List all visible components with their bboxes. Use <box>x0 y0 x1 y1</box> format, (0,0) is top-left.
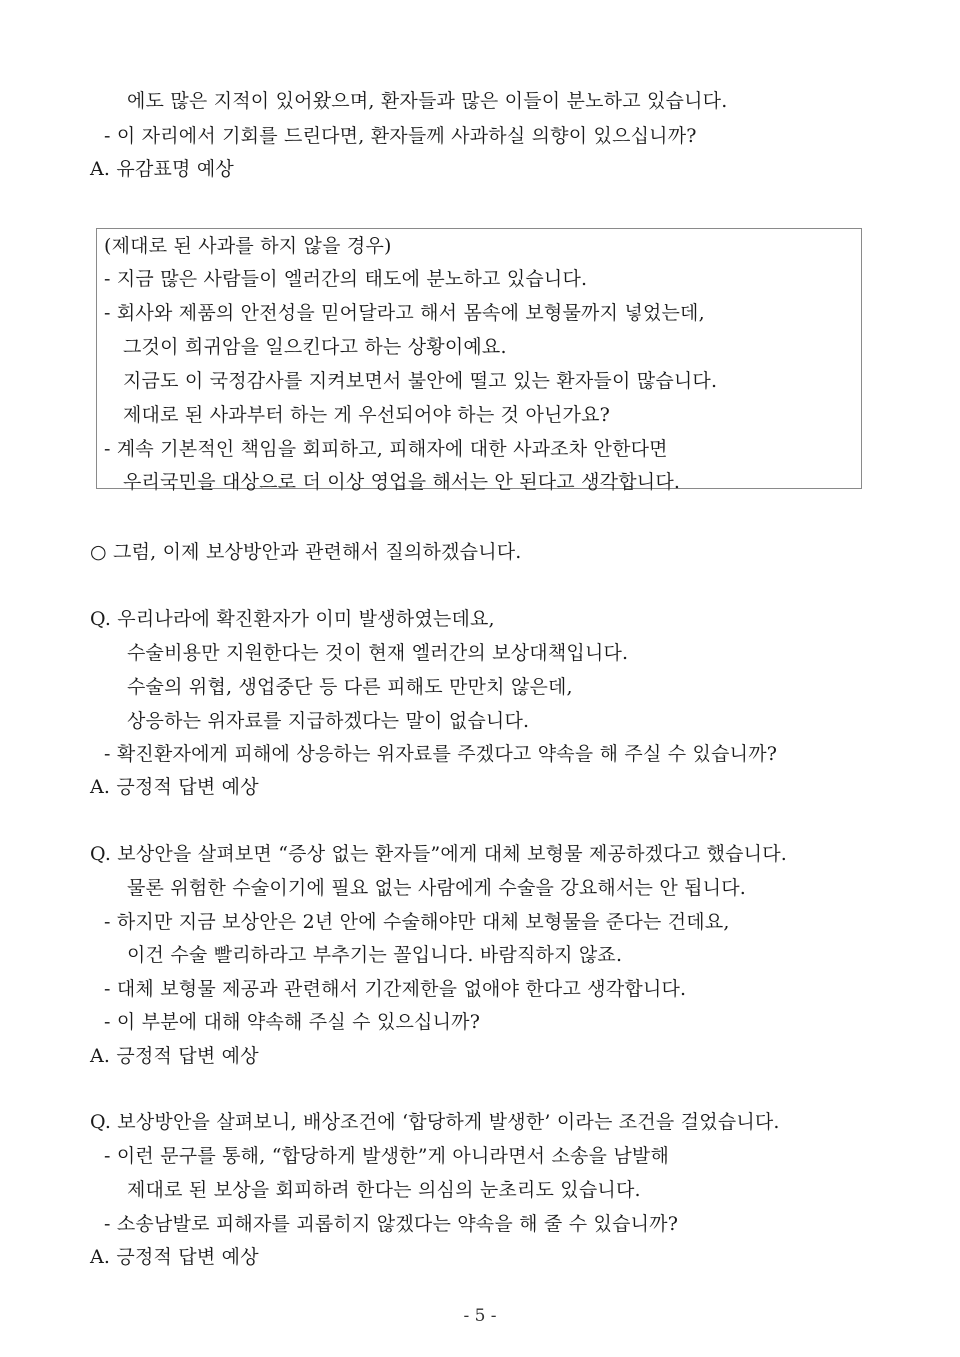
q2-line: 물론 위험한 수술이기에 필요 없는 사람에게 수술을 강요해서는 안 됩니다. <box>127 877 747 899</box>
box-line: - 회사와 제품의 안전성을 믿어달라고 해서 몸속에 보형물까지 넣었는데, <box>104 302 705 324</box>
q3-line: - 이런 문구를 통해, “합당하게 발생한”게 아니라면서 소송을 남발해 <box>104 1145 670 1167</box>
page-number: - 5 - <box>463 1306 497 1326</box>
q1-line: 수술비용만 지원한다는 것이 현재 엘러간의 보상대책입니다. <box>127 642 629 664</box>
q1-line: 수술의 위협, 생업중단 등 다른 피해도 만만치 않은데, <box>127 676 573 698</box>
q2-line: - 하지만 지금 보상안은 2년 안에 수술해야만 대체 보형물을 준다는 건데요, <box>104 911 730 933</box>
section-transition: ○ 그럼, 이제 보상방안과 관련해서 질의하겠습니다. <box>90 541 522 563</box>
q3-answer: A. 긍정적 답변 예상 <box>90 1246 259 1268</box>
box-line: 그것이 희귀암을 일으킨다고 하는 상황이예요. <box>123 336 507 358</box>
intro-line-1: 에도 많은 지적이 있어왔으며, 환자들과 많은 이들이 분노하고 있습니다. <box>127 90 728 112</box>
box-line: - 지금 많은 사람들이 엘러간의 태도에 분노하고 있습니다. <box>104 268 588 290</box>
q3-line: 제대로 된 보상을 회피하려 한다는 의심의 눈초리도 있습니다. <box>127 1179 641 1201</box>
q3-line: - 소송남발로 피해자를 괴롭히지 않겠다는 약속을 해 줄 수 있습니까? <box>104 1213 679 1235</box>
box-line: 제대로 된 사과부터 하는 게 우선되어야 하는 것 아닌가요? <box>123 404 611 426</box>
box-title: (제대로 된 사과를 하지 않을 경우) <box>104 235 392 257</box>
q2-answer: A. 긍정적 답변 예상 <box>90 1045 259 1067</box>
q2-question: Q. 보상안을 살펴보면 “증상 없는 환자들”에게 대체 보형물 제공하겠다고 했습니다. <box>90 843 788 865</box>
box-line: - 계속 기본적인 책임을 회피하고, 피해자에 대한 사과조차 안한다면 <box>104 438 668 460</box>
q1-answer: A. 긍정적 답변 예상 <box>90 776 259 798</box>
q1-question: Q. 우리나라에 확진환자가 이미 발생하였는데요, <box>90 608 495 630</box>
q3-question: Q. 보상방안을 살펴보니, 배상조건에 ‘합당하게 발생한’ 이라는 조건을 걸었습니다. <box>90 1111 780 1133</box>
box-line: 우리국민을 대상으로 더 이상 영업을 해서는 안 된다고 생각합니다. <box>123 471 681 493</box>
intro-question-line: - 이 자리에서 기회를 드린다면, 환자들께 사과하실 의향이 있으십니까? <box>104 125 697 147</box>
intro-answer: A. 유감표명 예상 <box>90 158 234 180</box>
q2-line: - 이 부분에 대해 약속해 주실 수 있으십니까? <box>104 1011 481 1033</box>
box-line: 지금도 이 국정감사를 지켜보면서 불안에 떨고 있는 환자들이 많습니다. <box>123 370 718 392</box>
q1-line: - 확진환자에게 피해에 상응하는 위자료를 주겠다고 약속을 해 주실 수 있습니까? <box>104 743 778 765</box>
q2-line: - 대체 보형물 제공과 관련해서 기간제한을 없애야 한다고 생각합니다. <box>104 978 687 1000</box>
q1-line: 상응하는 위자료를 지급하겠다는 말이 없습니다. <box>127 710 530 732</box>
q2-line: 이건 수술 빨리하라고 부추기는 꼴입니다. 바람직하지 않죠. <box>127 944 623 966</box>
